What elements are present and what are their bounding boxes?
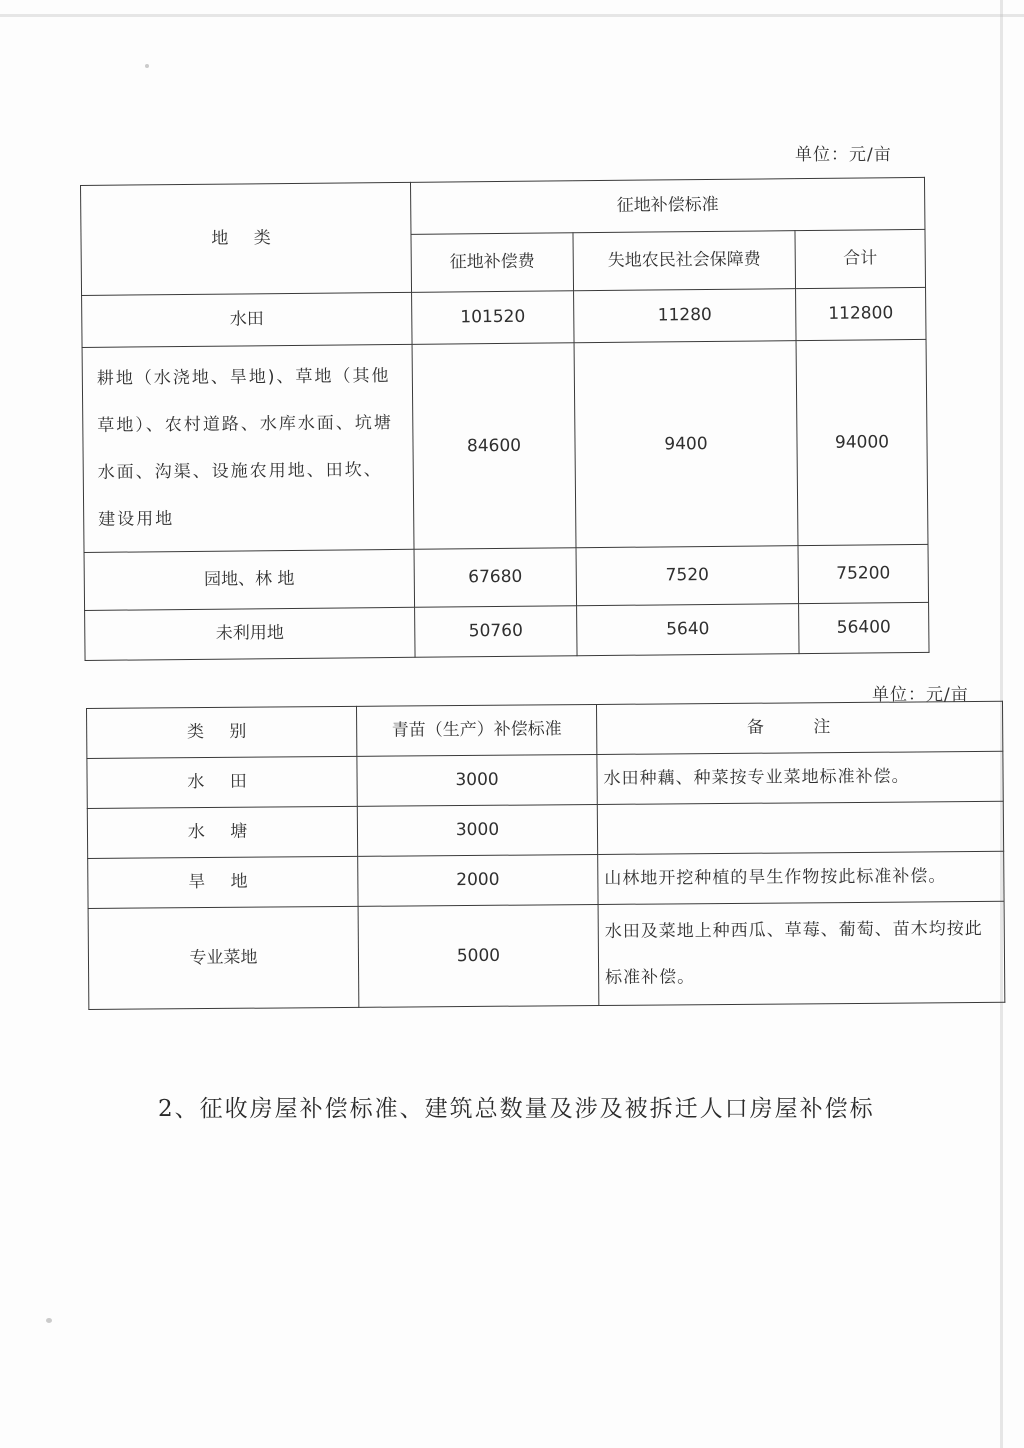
social-cell: 11280	[574, 289, 796, 343]
land-type-cell: 耕地（水浇地、旱地)、草地（其他草地）、农村道路、水库水面、坑塘水面、沟渠、设施农用地、田坎、建设用地	[82, 344, 414, 552]
remark-cell: 水田及菜地上种西瓜、草莓、葡萄、苗木均按此标准补偿。	[598, 901, 1005, 1005]
social-cell: 7520	[576, 546, 799, 606]
remark-cell	[597, 801, 1003, 854]
table-row	[84, 544, 929, 610]
social-cell: 9400	[574, 341, 798, 548]
category-cell: 水 塘	[87, 806, 357, 858]
table-row	[85, 602, 929, 660]
total-cell: 94000	[796, 339, 928, 545]
scan-speck	[145, 64, 149, 68]
scan-edge-line	[0, 14, 1024, 17]
scan-speck	[46, 1318, 52, 1323]
fee-cell: 50760	[415, 606, 577, 658]
header-land-fee: 征地补偿费	[411, 233, 574, 293]
table1-unit-label: 单位：元/亩	[795, 145, 892, 165]
social-cell: 5640	[577, 604, 799, 656]
crop-compensation-table	[86, 701, 1005, 1010]
category-cell: 专业菜地	[88, 906, 359, 1009]
category-cell: 水 田	[87, 756, 357, 808]
table-row	[87, 801, 1003, 858]
land-type-cell: 未利用地	[85, 607, 415, 660]
fee-cell: 67680	[414, 548, 577, 608]
total-cell: 56400	[799, 602, 929, 653]
table-row	[82, 339, 928, 552]
category-cell: 旱 地	[88, 856, 358, 908]
total-cell: 112800	[796, 287, 927, 340]
section-heading: 2、征收房屋补偿标准、建筑总数量及涉及被拆迁人口房屋补偿标	[158, 1096, 875, 1122]
remark-cell: 山林地开挖种植的旱生作物按此标准补偿。	[598, 851, 1004, 904]
table-row	[88, 851, 1004, 908]
standard-cell: 3000	[357, 754, 597, 806]
land-compensation-table	[80, 177, 930, 661]
table-row	[88, 901, 1005, 1009]
fee-cell: 101520	[412, 291, 574, 345]
header-total: 合计	[795, 229, 926, 288]
header-crop-standard: 青苗（生产）补偿标准	[356, 704, 596, 756]
total-cell: 75200	[798, 544, 929, 603]
standard-cell: 3000	[357, 804, 597, 856]
standard-cell: 5000	[358, 904, 599, 1007]
header-social-security-fee: 失地农民社会保障费	[573, 231, 796, 291]
land-type-cell: 水田	[82, 292, 412, 347]
header-land-type: 地 类	[81, 182, 412, 295]
table-row	[82, 287, 926, 347]
fee-cell: 84600	[412, 343, 576, 550]
remark-cell: 水田种藕、种菜按专业菜地标准补偿。	[597, 751, 1003, 804]
table2-unit-label: 单位：元/亩	[872, 685, 969, 705]
standard-cell: 2000	[358, 854, 598, 906]
header-remark: 备 注	[596, 701, 1002, 754]
header-category: 类 别	[87, 706, 357, 758]
table-row	[87, 751, 1003, 808]
header-compensation-standard: 征地补偿标准	[410, 177, 924, 234]
land-type-cell: 园地、林 地	[84, 549, 415, 610]
